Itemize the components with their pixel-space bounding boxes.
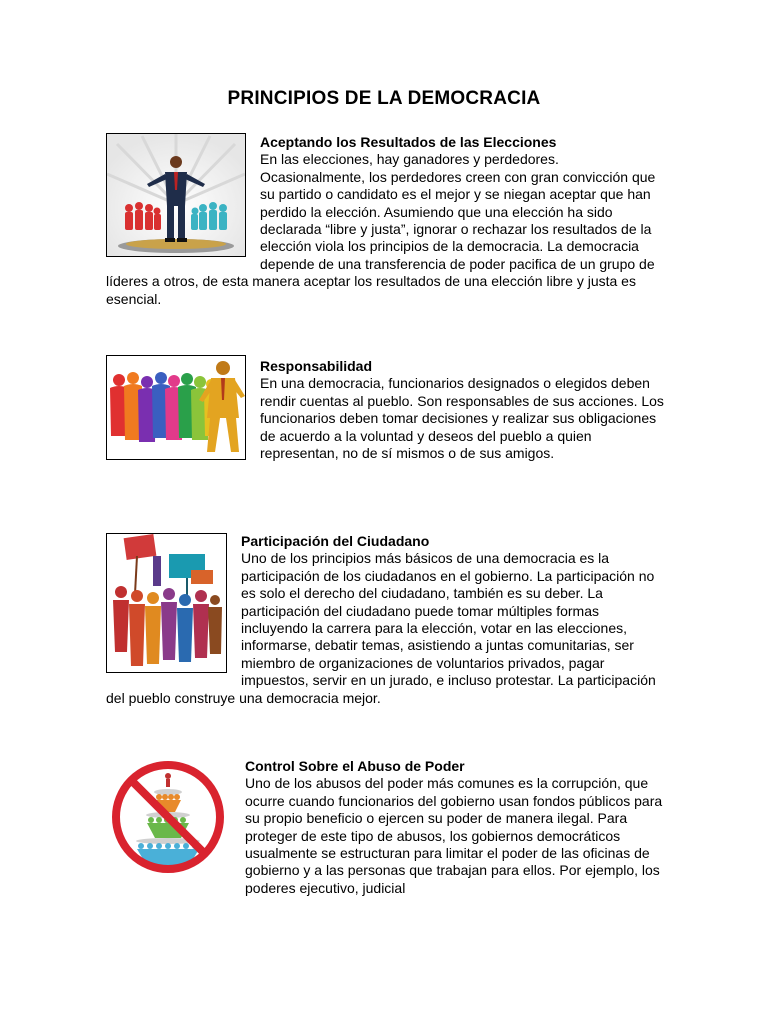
section-body: Uno de los abusos del poder más comunes es la corrupción, que ocurre cuando funcionarios del gobierno usan fondos públicos para su propio beneficio o ejercen su poder de manera ilegal. Para proteger de este tipo de abusos, los gobiernos democráticos usualmente se estructuran para limitar el poder de las oficinas de gobierno y a las personas que trabajan para ellos. Por ejemplo, los poderes ejecutivo, judicial [245, 775, 663, 896]
section-body: En una democracia, funcionarios designados o elegidos deben rendir cuentas al pueblo. Son responsables de sus acciones. Los funcionarios deben tomar decisiones y realizar sus obligaciones de acuerdo a la voluntad y deseos del pueblo a quien representan, no de sí mismos o de sus amigos. [260, 375, 664, 462]
prohibited-hierarchy-pyramid-illustration [111, 754, 225, 880]
section-heading: Participación del Ciudadano [241, 533, 430, 549]
colorful-crowd-illustration [106, 355, 246, 460]
section-heading: Aceptando los Resultados de las Elecciones [260, 134, 557, 150]
section-accepting-results [106, 134, 666, 308]
protest-crowd-with-signs-illustration [106, 533, 227, 673]
section-heading: Responsabilidad [260, 358, 373, 374]
section-abuse-of-power [106, 758, 666, 897]
page-title: PRINCIPIOS DE LA DEMOCRACIA [227, 88, 541, 109]
section-citizen-participation [106, 533, 666, 707]
leader-with-crowd-illustration [106, 133, 246, 257]
section-body: En las elecciones, hay ganadores y perdedores. Ocasionalmente, los perdedores creen con gran convicción que su partido o candidato es el mejor y se niegan aceptar que han perdido la elección. Asumiendo que una elección ha sido declarada “libre y justa”, ignorar o rechazar los resultados de la elección viola los principios de la democracia. La democracia depende de una transferencia de poder pacifica de un grupo de líderes a otros, de esta manera aceptar los resultados de una elección libre y justa es esencial. [106, 151, 656, 307]
section-heading: Control Sobre el Abuso de Poder [245, 758, 465, 774]
section-responsibility [106, 358, 666, 462]
section-body: Uno de los principios más básicos de una democracia es la participación de los ciudadanos en el gobierno. La participación no es solo el derecho del ciudadano, también es su deber. La participación del ciudadano puede tomar múltiples formas incluyendo la carrera para la elección, votar en las elecciones, informarse, debatir temas, asistiendo a juntas comunitarias, ser miembro de organizaciones de voluntarios privados, pagar impuestos, servir en un jurado, e incluso protestar. La participación del pueblo construye una democracia mejor. [106, 550, 656, 706]
